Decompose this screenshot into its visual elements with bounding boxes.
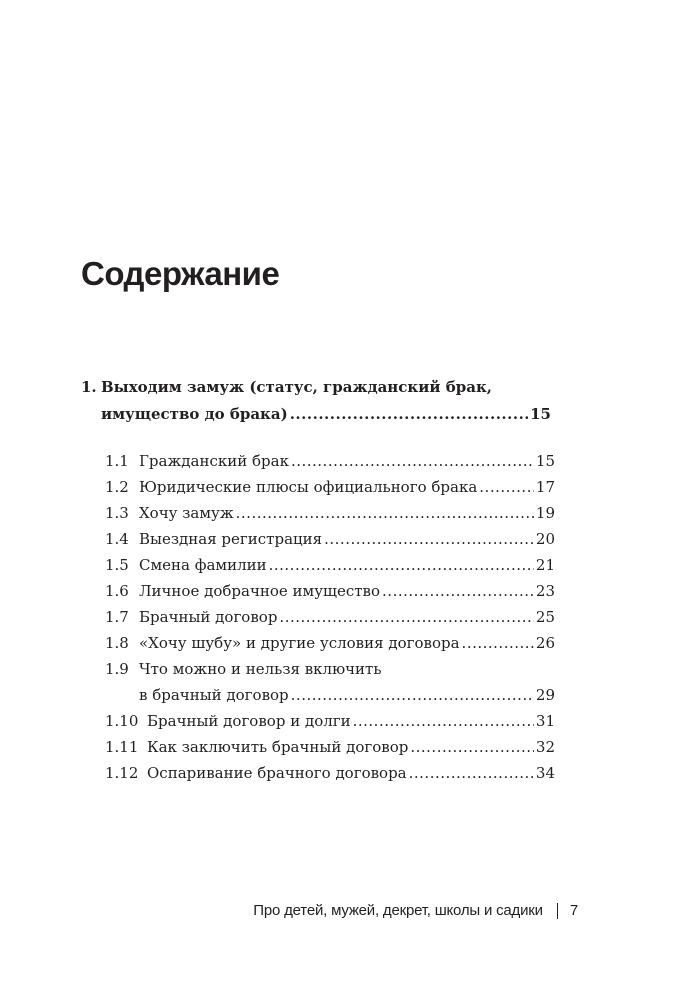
footer-divider: [557, 903, 558, 919]
toc-item-number: 1.3: [105, 504, 129, 522]
toc-item-1-1[interactable]: [105, 451, 555, 471]
toc-item-number: 1.4: [105, 530, 129, 548]
toc-page-number: 15: [535, 452, 555, 470]
toc-page-number: 20: [535, 530, 555, 548]
toc-leader-dots: [290, 404, 528, 424]
toc-item-number: 1.8: [105, 634, 129, 652]
toc-item-title-continuation: в брачный договор: [139, 686, 289, 704]
footer-page-number: 7: [569, 902, 578, 919]
toc-page-number: 29: [535, 686, 555, 704]
page-title: Содержание: [81, 255, 280, 292]
toc-item-1-8[interactable]: [105, 633, 555, 653]
toc-item-title: Гражданский брак: [139, 452, 289, 470]
toc-item-title: «Хочу шубу» и другие условия договора: [139, 634, 460, 652]
footer-book-title: Про детей, мужей, декрет, школы и садики: [253, 902, 543, 919]
toc-chapter-number: 1.: [81, 378, 97, 396]
toc-page-number: 19: [535, 504, 555, 522]
toc-chapter-title-line2: имущество до брака): [101, 405, 288, 423]
toc-page-number: 32: [535, 738, 555, 756]
toc-page-number: 21: [535, 556, 555, 574]
toc-chapter-1-line1[interactable]: [81, 377, 531, 397]
toc-item-1-4[interactable]: [105, 529, 555, 549]
toc-item-number: 1.10: [105, 712, 139, 730]
toc-item-title: Как заключить брачный договор: [147, 738, 409, 756]
toc-item-number: 1.7: [105, 608, 129, 626]
toc-leader-dots: [382, 581, 534, 601]
toc-page-number: 25: [535, 608, 555, 626]
toc-chapter-1-line2[interactable]: [101, 404, 551, 424]
toc-item-number: 1.6: [105, 582, 129, 600]
toc-item-1-5[interactable]: [105, 555, 555, 575]
toc-item-title: Выездная регистрация: [139, 530, 323, 548]
toc-item-title: Смена фамилии: [139, 556, 267, 574]
running-footer: [253, 901, 578, 921]
toc-page-number: 26: [535, 634, 555, 652]
toc-leader-dots: [353, 711, 534, 731]
toc-item-number: 1.1: [105, 452, 129, 470]
toc-item-number: 1.5: [105, 556, 129, 574]
toc-item-1-9-line1[interactable]: [105, 659, 555, 679]
toc-item-title: Личное добрачное имущество: [139, 582, 381, 600]
toc-item-title: Брачный договор и долги: [147, 712, 351, 730]
toc-leader-dots: [324, 529, 534, 549]
toc-leader-dots: [279, 607, 533, 627]
toc-chapter-title-line1: Выходим замуж (статус, гражданский брак,: [101, 378, 492, 396]
toc-leader-dots: [479, 477, 534, 497]
toc-item-1-3[interactable]: [105, 503, 555, 523]
toc-item-1-10[interactable]: [105, 711, 555, 731]
toc-item-1-7[interactable]: [105, 607, 555, 627]
toc-leader-dots: [409, 763, 534, 783]
toc-leader-dots: [291, 685, 534, 705]
toc-item-number: 1.11: [105, 738, 139, 756]
toc-item-number: 1.9: [105, 660, 129, 678]
toc-item-1-9-line2[interactable]: [139, 685, 555, 705]
toc-item-title: Что можно и нельзя включить: [139, 660, 382, 678]
toc-page-number: 23: [535, 582, 555, 600]
toc-page-number: 17: [535, 478, 555, 496]
toc-item-number: 1.2: [105, 478, 129, 496]
toc-leader-dots: [269, 555, 534, 575]
toc-leader-dots: [410, 737, 534, 757]
toc-leader-dots: [462, 633, 534, 653]
toc-leader-dots: [291, 451, 534, 471]
toc-item-number: 1.12: [105, 764, 139, 782]
toc-item-title: Брачный договор: [139, 608, 278, 626]
toc-item-1-2[interactable]: [105, 477, 555, 497]
toc-item-1-11[interactable]: [105, 737, 555, 757]
toc-item-1-6[interactable]: [105, 581, 555, 601]
toc-page-number: 34: [535, 764, 555, 782]
toc-leader-dots: [236, 503, 534, 523]
toc-item-1-12[interactable]: [105, 763, 555, 783]
toc-item-title: Хочу замуж: [139, 504, 234, 522]
toc-page-number: 31: [535, 712, 555, 730]
toc-page-number: 15: [530, 405, 551, 423]
toc-item-title: Оспаривание брачного договора: [147, 764, 407, 782]
toc-item-title: Юридические плюсы официального брака: [139, 478, 478, 496]
